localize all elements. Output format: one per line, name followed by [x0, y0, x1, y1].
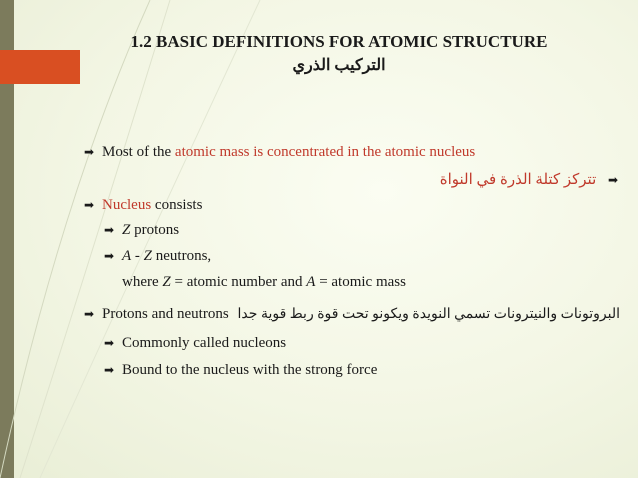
mass-arabic-text: تتركز كتلة الذرة في النواة	[439, 172, 597, 188]
sub-bullet-neutrons	[104, 248, 211, 265]
definition-line	[122, 274, 406, 291]
bullet-line-mass	[84, 144, 475, 161]
strong-force-text: Bound to the nucleus with the strong force	[122, 362, 378, 378]
atomic-number-text: = atomic number and	[170, 274, 307, 290]
arrow-bullet-icon: ➡	[104, 363, 115, 377]
sub-bullet-strong-force	[104, 362, 377, 379]
where-text: where	[122, 274, 163, 290]
arrow-bullet-icon: ➡	[84, 307, 95, 321]
protons-neutrons-arabic: البروتونات والنيترونات تسمي النويدة ويكونو تحت قوة ربط قوية جدا	[237, 307, 620, 322]
arrow-bullet-icon: ➡	[104, 336, 115, 350]
z-symbol: Z	[162, 274, 171, 290]
slide-title-arabic: التركيب الذري	[292, 57, 386, 74]
protons-neutrons-text: Protons and neutrons	[102, 306, 229, 322]
arrow-bullet-icon: ➡	[104, 223, 115, 237]
atomic-mass-text: = atomic mass	[315, 274, 406, 290]
mass-text-highlight: atomic mass is concentrated in the atomic nucleus	[174, 144, 476, 160]
arrow-bullet-icon: ➡	[607, 173, 618, 187]
mass-text-pre: Most of the	[102, 144, 175, 160]
protons-text: protons	[130, 222, 180, 238]
sub-bullet-nucleons	[104, 335, 286, 352]
a-symbol: A	[306, 274, 316, 290]
arrow-bullet-icon: ➡	[104, 249, 115, 263]
z-symbol: Z	[122, 222, 131, 238]
nucleus-word: Nucleus	[102, 197, 152, 213]
arrow-bullet-icon: ➡	[84, 198, 95, 212]
z-symbol: Z	[143, 248, 153, 264]
bullet-line-nucleus	[84, 197, 202, 214]
bullet-line-protons-neutrons	[84, 306, 229, 323]
nucleons-text: Commonly called nucleons	[122, 335, 287, 351]
slide-title: 1.2 BASIC DEFINITIONS FOR ATOMIC STRUCTURE	[130, 32, 548, 51]
bullet-line-mass-arabic	[440, 170, 618, 189]
a-symbol: A	[122, 248, 132, 264]
nucleus-consists-text: consists	[151, 197, 203, 213]
minus-text: -	[131, 248, 144, 264]
neutrons-text: neutrons,	[152, 248, 212, 264]
arrow-bullet-icon: ➡	[84, 145, 95, 159]
sub-bullet-protons	[104, 222, 179, 239]
